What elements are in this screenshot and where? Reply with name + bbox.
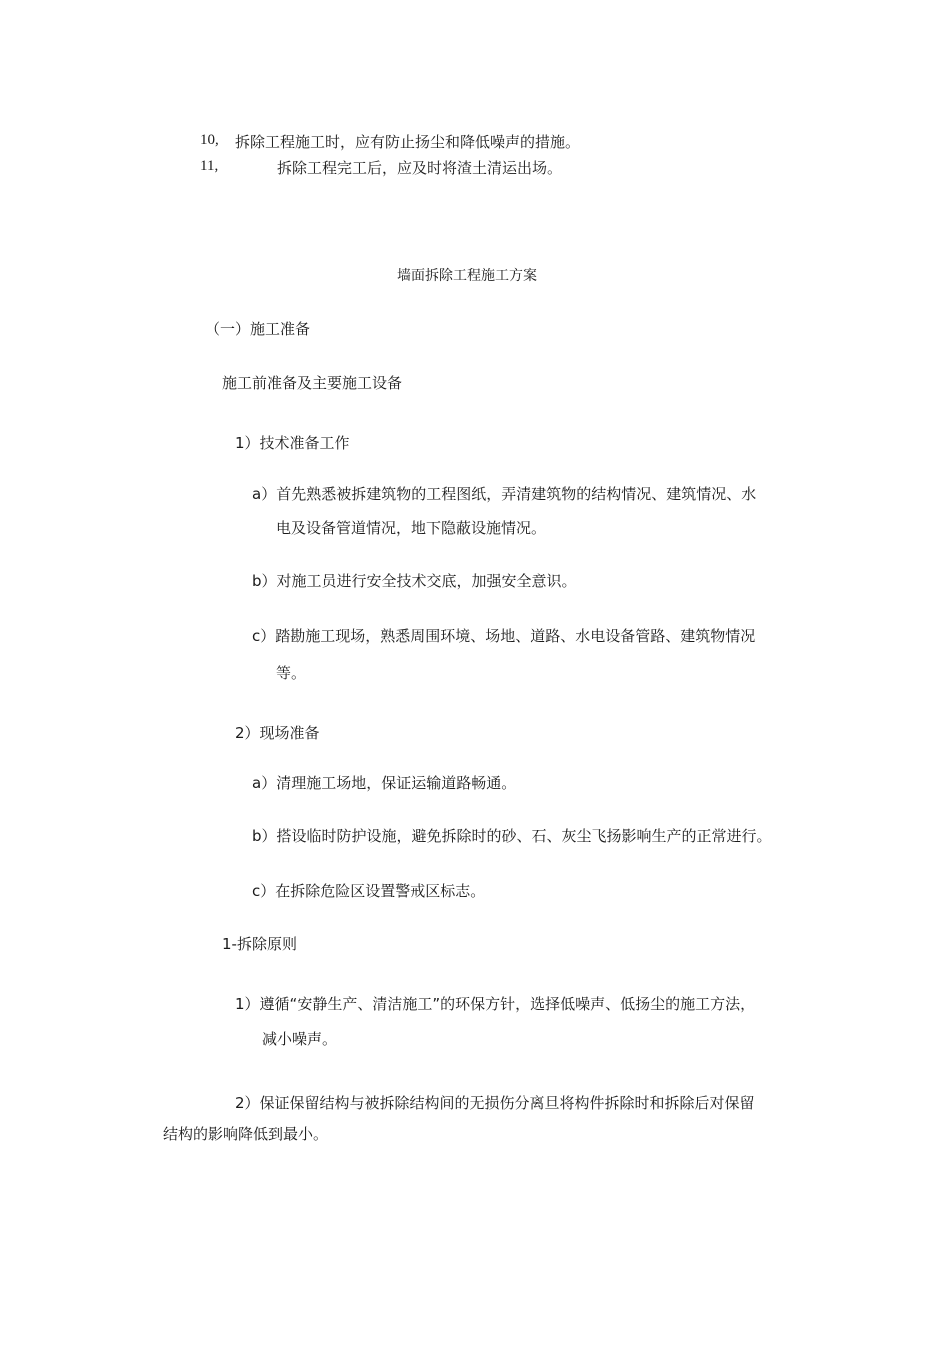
tech-prep-item-c-line1: c）踏勘施工现场，熟悉周围环境、场地、道路、水电设备管路、建筑物情况: [252, 627, 756, 645]
tech-prep-item-c-line2: 等。: [276, 664, 307, 682]
principle-2-line1: 2）保证保留结构与被拆除结构间的无损伤分离旦将构件拆除时和拆除后对保留: [235, 1094, 755, 1112]
section-heading-preparation: （一）施工准备: [205, 320, 311, 338]
site-prep-item-a: a）清理施工场地，保证运输道路畅通。: [252, 774, 517, 792]
document-title: 墙面拆除工程施工方案: [397, 268, 537, 284]
site-prep-item-c: c）在拆除危险区设置警戒区标志。: [252, 882, 486, 900]
list-number-10: 10,: [200, 132, 219, 148]
principle-1-line2: 减小噪声。: [262, 1030, 338, 1048]
list-item-11-text: 拆除工程完工后，应及时将渣土清运出场。: [277, 159, 563, 177]
tech-prep-item-a-line2: 电及设备管道情况，地下隐蔽设施情况。: [276, 519, 547, 537]
tech-prep-item-a-line1: a）首先熟悉被拆建筑物的工程图纸，弄清建筑物的结构情况、建筑情况、水: [252, 485, 757, 503]
tech-prep-item-b: b）对施工员进行安全技术交底，加强安全意识。: [252, 572, 577, 590]
site-prep-heading: 2）现场准备: [235, 724, 320, 742]
list-number-11: 11,: [200, 158, 219, 174]
list-item-10-text: 拆除工程施工时，应有防止扬尘和降低噪声的措施。: [235, 133, 581, 151]
principle-2-line2: 结构的影响降低到最小。: [163, 1125, 329, 1143]
subsection-heading-equipment: 施工前准备及主要施工设备: [222, 374, 403, 392]
tech-prep-heading: 1）技术准备工作: [235, 434, 350, 452]
site-prep-item-b: b）搭设临时防护设施，避免拆除时的砂、石、灰尘飞扬影响生产的正常进行。: [252, 827, 772, 845]
principle-1-line1: 1）遵循“安静生产、清洁施工”的环保方针，选择低噪声、低扬尘的施工方法，: [235, 995, 756, 1013]
principles-heading: 1-拆除原则: [222, 935, 297, 953]
